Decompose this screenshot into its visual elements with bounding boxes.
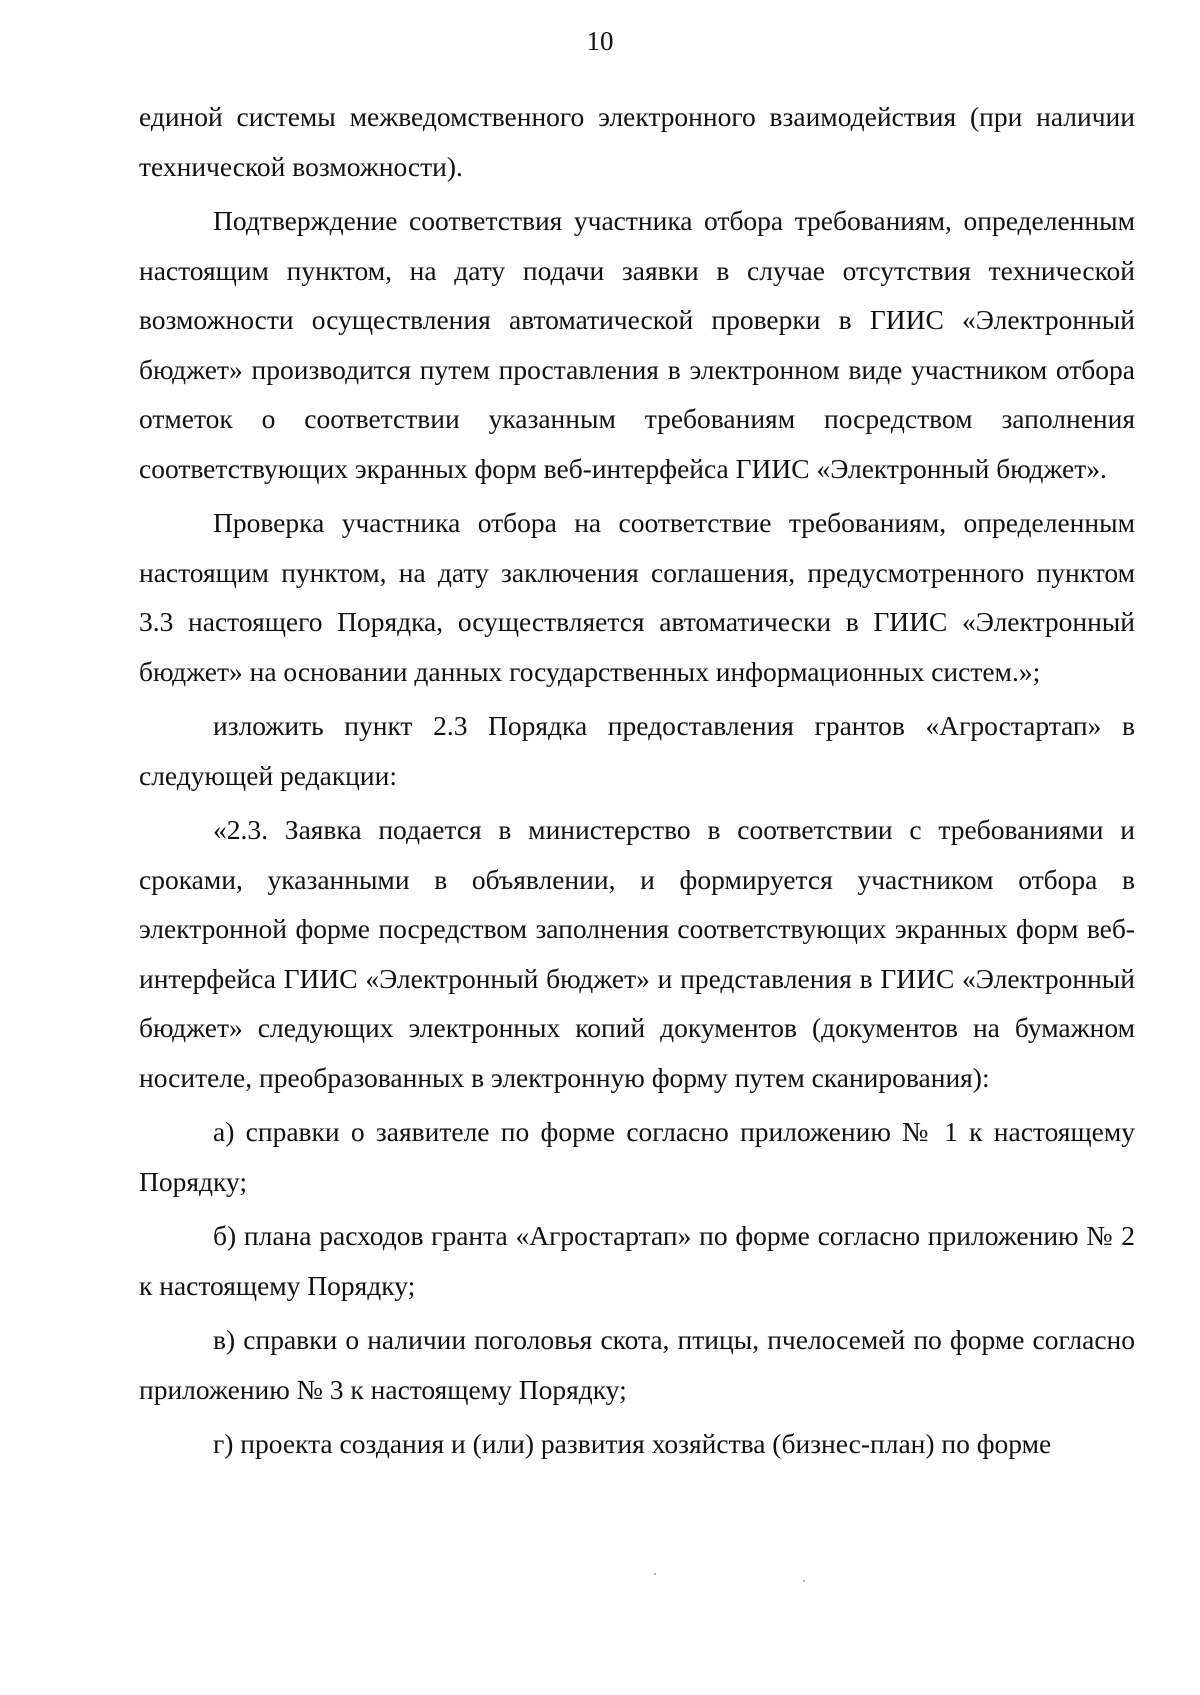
list-item-g: г) проекта создания и (или) развития хозяйства (бизнес-план) по форме bbox=[213, 1428, 1052, 1459]
paragraph-compliance-confirmation: Подтверждение соответствия участника отбора требованиям, определенным настоящим пунктом, на дату подачи заявки в случае отсутствия технической возможности осуществления автоматической проверки в ГИИС «Электронный бюджет» производится путем проставления в электронном виде участником отбора отметок о соответствии указанным требованиям посредством заполнения соответствующих экранных форм веб-интерфейса ГИИС «Электронный бюджет». bbox=[139, 205, 1135, 484]
scan-speck bbox=[654, 1573, 656, 1575]
list-item-a: а) справки о заявителе по форме согласно приложению № 1 к настоящему Порядку; bbox=[139, 1116, 1135, 1197]
paragraph-compliance-check: Проверка участника отбора на соответствие требованиям, определенным настоящим пунктом, на дату заключения соглашения, предусмотренного пунктом 3.3 настоящего Порядка, осуществляется автоматически в ГИИС «Электронный бюджет» на основании данных государственных информационных систем.»; bbox=[139, 507, 1135, 687]
list-item-b: б) плана расходов гранта «Агростартап» по форме согласно приложению № 2 к настоящему Порядку; bbox=[139, 1220, 1135, 1301]
list-item-v: в) справки о наличии поголовья скота, птицы, пчелосемей по форме согласно приложению № 3 к настоящему Порядку; bbox=[139, 1324, 1135, 1405]
paragraph-item-2-3: «2.3. Заявка подается в министерство в соответствии с требованиями и сроками, указанными в объявлении, и формируется участником отбора в электронной форме посредством заполнения соответствующих экранных форм веб-интерфейса ГИИС «Электронный бюджет» и представления в ГИИС «Электронный бюджет» следующих электронных копий документов (документов на бумажном носителе, преобразованных в электронную форму путем сканирования): bbox=[139, 814, 1135, 1093]
scan-speck bbox=[803, 1580, 805, 1582]
paragraph-interagency-continuation: единой системы межведомственного электронного взаимодействия (при наличии технической возможности). bbox=[139, 101, 1135, 182]
paragraph-amend-item-2-3: изложить пункт 2.3 Порядка предоставления грантов «Агростартап» в следующей редакции: bbox=[139, 710, 1135, 791]
document-body bbox=[139, 92, 1135, 1474]
page-number: 10 bbox=[586, 26, 614, 56]
